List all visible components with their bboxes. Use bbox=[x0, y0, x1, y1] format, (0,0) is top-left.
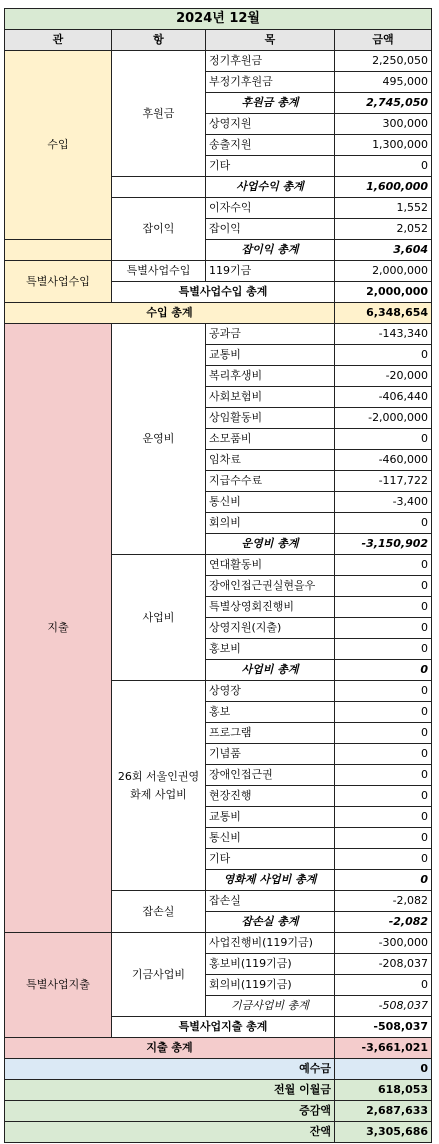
subtotal-label[interactable]: 잡이익 총계 bbox=[206, 240, 335, 261]
special-revenue-hang-cell[interactable]: 특별사업수입 bbox=[112, 261, 206, 282]
total-amount[interactable]: 2,000,000 bbox=[335, 282, 432, 303]
item-name[interactable]: 장애인접근권 bbox=[206, 765, 335, 786]
item-name[interactable]: 공과금 bbox=[206, 324, 335, 345]
item-name[interactable]: 임차료 bbox=[206, 450, 335, 471]
item-amount[interactable]: -2,000,000 bbox=[335, 408, 432, 429]
empty-hang-cell[interactable] bbox=[112, 177, 206, 198]
item-amount[interactable]: -300,000 bbox=[335, 933, 432, 954]
item-name[interactable]: 통신비 bbox=[206, 492, 335, 513]
carryover-amount[interactable]: 618,053 bbox=[335, 1080, 432, 1101]
item-amount[interactable]: -143,340 bbox=[335, 324, 432, 345]
item-name[interactable]: 홍보비 bbox=[206, 639, 335, 660]
item-amount[interactable]: 2,052 bbox=[335, 219, 432, 240]
item-name[interactable]: 홍보 bbox=[206, 702, 335, 723]
item-amount[interactable]: 1,552 bbox=[335, 198, 432, 219]
balance-amount[interactable]: 3,305,686 bbox=[335, 1122, 432, 1143]
item-amount[interactable]: 2,000,000 bbox=[335, 261, 432, 282]
total-label[interactable]: 특별사업지출 총계 bbox=[112, 1017, 335, 1038]
header-amount[interactable]: 금액 bbox=[335, 30, 432, 51]
balance-label[interactable]: 잔액 bbox=[5, 1122, 335, 1143]
subtotal-amount[interactable]: -3,150,902 bbox=[335, 534, 432, 555]
item-name[interactable]: 프로그램 bbox=[206, 723, 335, 744]
item-amount[interactable]: -406,440 bbox=[335, 387, 432, 408]
table-row bbox=[5, 261, 432, 282]
item-name[interactable]: 기타 bbox=[206, 849, 335, 870]
subtotal-label[interactable]: 운영비 총계 bbox=[206, 534, 335, 555]
item-amount[interactable]: -208,037 bbox=[335, 954, 432, 975]
special-revenue-gwan-cell[interactable]: 특별사업수입 bbox=[5, 261, 112, 303]
subtotal-label[interactable]: 기금사업비 총계 bbox=[206, 996, 335, 1017]
balance-row bbox=[5, 1122, 432, 1143]
item-amount[interactable]: 0 bbox=[335, 576, 432, 597]
item-name[interactable]: 송출지원 bbox=[206, 135, 335, 156]
item-name[interactable]: 부정기후원금 bbox=[206, 72, 335, 93]
subtotal-label[interactable]: 사업수익 총계 bbox=[206, 177, 335, 198]
title-row bbox=[5, 9, 432, 30]
item-amount[interactable]: 0 bbox=[335, 429, 432, 450]
item-amount[interactable]: 0 bbox=[335, 555, 432, 576]
item-amount[interactable]: 495,000 bbox=[335, 72, 432, 93]
donation-hang-cell[interactable]: 후원금 bbox=[112, 51, 206, 177]
project-hang-cell[interactable]: 사업비 bbox=[112, 555, 206, 681]
item-amount[interactable]: 2,250,050 bbox=[335, 51, 432, 72]
subtotal-label[interactable]: 사업비 총계 bbox=[206, 660, 335, 681]
item-name[interactable]: 사업진행비(119기금) bbox=[206, 933, 335, 954]
change-amount[interactable]: 2,687,633 bbox=[335, 1101, 432, 1122]
item-amount[interactable]: 0 bbox=[335, 744, 432, 765]
item-amount[interactable]: 0 bbox=[335, 975, 432, 996]
item-amount[interactable]: 300,000 bbox=[335, 114, 432, 135]
revenue-gwan-cell[interactable]: 수입 bbox=[5, 51, 112, 240]
item-amount[interactable]: 0 bbox=[335, 513, 432, 534]
carryover-row bbox=[5, 1080, 432, 1101]
item-name[interactable]: 현장진행 bbox=[206, 786, 335, 807]
fund-hang-cell[interactable]: 기금사업비 bbox=[112, 933, 206, 1017]
item-name[interactable]: 사회보험비 bbox=[206, 387, 335, 408]
deposit-amount[interactable]: 0 bbox=[335, 1059, 432, 1080]
table-row bbox=[5, 324, 432, 345]
item-amount[interactable]: 0 bbox=[335, 723, 432, 744]
item-name[interactable]: 잡손실 bbox=[206, 891, 335, 912]
item-amount[interactable]: 0 bbox=[335, 765, 432, 786]
item-amount[interactable]: 0 bbox=[335, 345, 432, 366]
item-amount[interactable]: 0 bbox=[335, 618, 432, 639]
item-name[interactable]: 교통비 bbox=[206, 807, 335, 828]
subtotal-label[interactable]: 영화제 사업비 총계 bbox=[206, 870, 335, 891]
item-name[interactable]: 소모품비 bbox=[206, 429, 335, 450]
item-name[interactable]: 잡이익 bbox=[206, 219, 335, 240]
financial-statement-table bbox=[4, 8, 432, 1143]
item-name[interactable]: 정기후원금 bbox=[206, 51, 335, 72]
item-name[interactable]: 홍보비(119기금) bbox=[206, 954, 335, 975]
misc-hang-cell[interactable]: 잡이익 bbox=[112, 198, 206, 261]
item-name[interactable]: 이자수익 bbox=[206, 198, 335, 219]
item-name[interactable]: 회의비(119기금) bbox=[206, 975, 335, 996]
item-name[interactable]: 통신비 bbox=[206, 828, 335, 849]
total-amount[interactable]: -3,661,021 bbox=[335, 1038, 432, 1059]
item-amount[interactable]: 0 bbox=[335, 597, 432, 618]
item-amount[interactable]: -460,000 bbox=[335, 450, 432, 471]
item-name[interactable]: 복리후생비 bbox=[206, 366, 335, 387]
total-label[interactable]: 특별사업수입 총계 bbox=[112, 282, 335, 303]
subtotal-row bbox=[5, 240, 432, 261]
item-amount[interactable]: 0 bbox=[335, 786, 432, 807]
header-hang[interactable]: 항 bbox=[112, 30, 206, 51]
subtotal-amount[interactable]: 0 bbox=[335, 660, 432, 681]
item-name[interactable]: 연대활동비 bbox=[206, 555, 335, 576]
item-amount[interactable]: -20,000 bbox=[335, 366, 432, 387]
item-amount[interactable]: -3,400 bbox=[335, 492, 432, 513]
header-gwan[interactable]: 관 bbox=[5, 30, 112, 51]
table-row bbox=[5, 933, 432, 954]
item-name[interactable]: 기념품 bbox=[206, 744, 335, 765]
sheet-title[interactable]: 2024년 12월 bbox=[5, 9, 432, 30]
subtotal-amount[interactable]: 1,600,000 bbox=[335, 177, 432, 198]
expense-total-row bbox=[5, 1038, 432, 1059]
table-row bbox=[5, 51, 432, 72]
deposit-row bbox=[5, 1059, 432, 1080]
item-name[interactable]: 특별상영회진행비 bbox=[206, 597, 335, 618]
carryover-label[interactable]: 전월 이월금 bbox=[5, 1080, 335, 1101]
change-row bbox=[5, 1101, 432, 1122]
special-expense-gwan-cell[interactable]: 특별사업지출 bbox=[5, 933, 112, 1038]
operating-hang-cell[interactable]: 운영비 bbox=[112, 324, 206, 555]
item-amount[interactable]: 1,300,000 bbox=[335, 135, 432, 156]
item-name[interactable]: 회의비 bbox=[206, 513, 335, 534]
revenue-gwan-cont[interactable] bbox=[5, 240, 112, 261]
total-label[interactable]: 지출 총계 bbox=[5, 1038, 335, 1059]
total-amount[interactable]: 6,348,654 bbox=[335, 303, 432, 324]
header-mok[interactable]: 목 bbox=[206, 30, 335, 51]
item-name[interactable]: 상영장 bbox=[206, 681, 335, 702]
subtotal-amount[interactable]: 2,745,050 bbox=[335, 93, 432, 114]
item-amount[interactable]: -117,722 bbox=[335, 471, 432, 492]
item-name[interactable]: 장애인접근권실현을우 bbox=[206, 576, 335, 597]
item-name[interactable]: 상임활동비 bbox=[206, 408, 335, 429]
subtotal-amount[interactable]: 0 bbox=[335, 870, 432, 891]
header-row bbox=[5, 30, 432, 51]
loss-hang-cell[interactable]: 잡손실 bbox=[112, 891, 206, 933]
item-name[interactable]: 상영지원 bbox=[206, 114, 335, 135]
item-name[interactable]: 지급수수료 bbox=[206, 471, 335, 492]
subtotal-amount[interactable]: -2,082 bbox=[335, 912, 432, 933]
item-amount[interactable]: -2,082 bbox=[335, 891, 432, 912]
item-amount[interactable]: 0 bbox=[335, 807, 432, 828]
subtotal-amount[interactable]: 3,604 bbox=[335, 240, 432, 261]
expense-gwan-cell[interactable]: 지출 bbox=[5, 324, 112, 933]
subtotal-label[interactable]: 후원금 총계 bbox=[206, 93, 335, 114]
subtotal-amount[interactable]: -508,037 bbox=[335, 996, 432, 1017]
item-name[interactable]: 교통비 bbox=[206, 345, 335, 366]
item-amount[interactable]: 0 bbox=[335, 828, 432, 849]
item-amount[interactable]: 0 bbox=[335, 639, 432, 660]
festival-hang-cell[interactable]: 26회 서울인권영화제 사업비 bbox=[112, 681, 206, 891]
item-amount[interactable]: 0 bbox=[335, 681, 432, 702]
item-name[interactable]: 119기금 bbox=[206, 261, 335, 282]
item-name[interactable]: 기타 bbox=[206, 156, 335, 177]
deposit-label[interactable]: 예수금 bbox=[5, 1059, 335, 1080]
item-amount[interactable]: 0 bbox=[335, 849, 432, 870]
subtotal-label[interactable]: 잡손실 총계 bbox=[206, 912, 335, 933]
item-amount[interactable]: 0 bbox=[335, 702, 432, 723]
total-label[interactable]: 수입 총계 bbox=[5, 303, 335, 324]
total-amount[interactable]: -508,037 bbox=[335, 1017, 432, 1038]
change-label[interactable]: 증감액 bbox=[5, 1101, 335, 1122]
item-name[interactable]: 상영지원(지출) bbox=[206, 618, 335, 639]
item-amount[interactable]: 0 bbox=[335, 156, 432, 177]
revenue-total-row bbox=[5, 303, 432, 324]
